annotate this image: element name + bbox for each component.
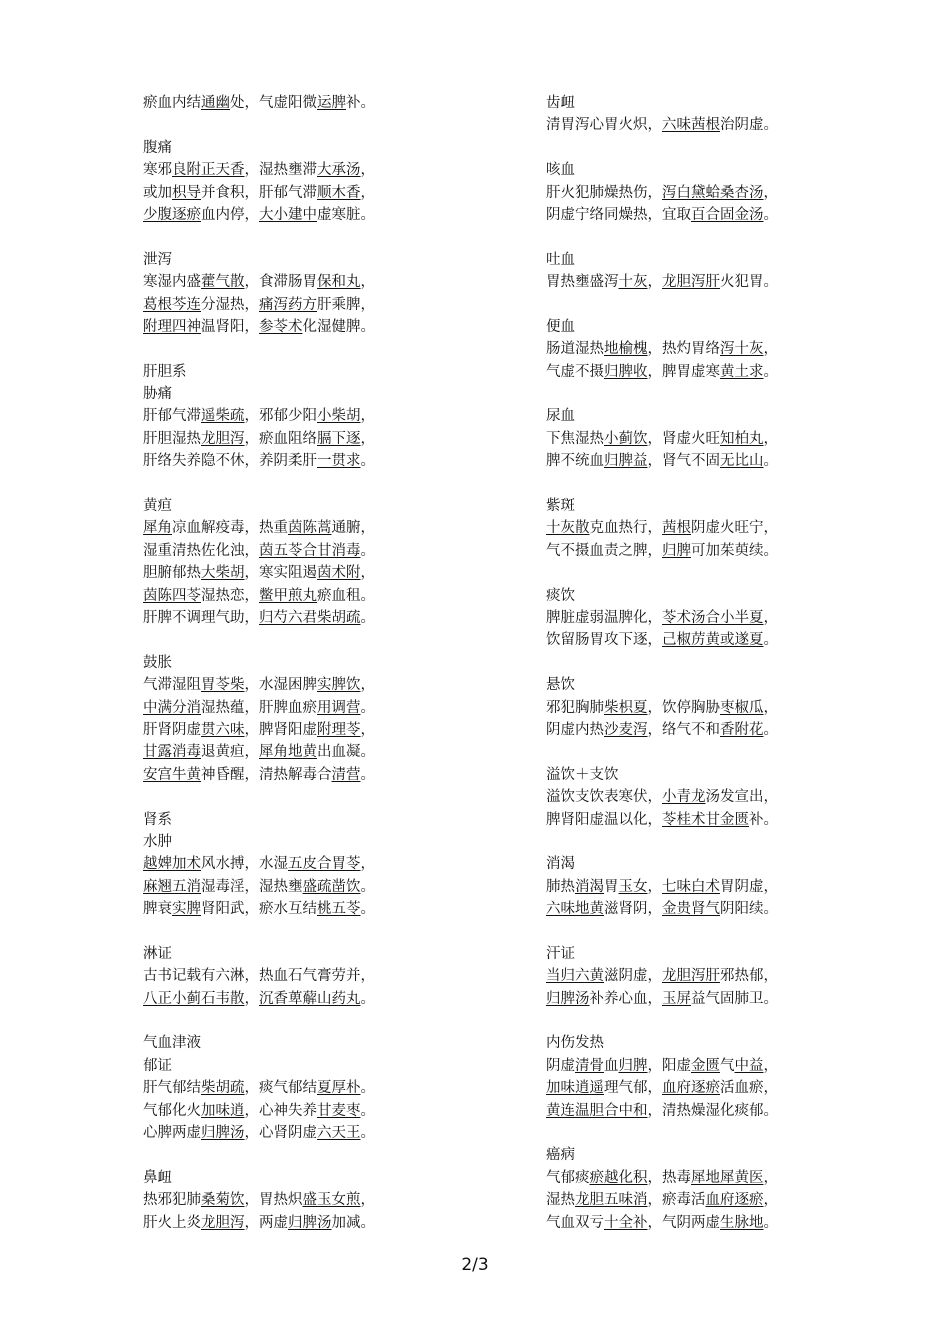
formula-name: 归脾汤 [546,990,590,1007]
verse-section [143,1032,483,1144]
formula-name: 金匮 [691,1057,720,1074]
formula-name: 桑菊饮 [201,1192,245,1209]
formula-name: 当归六黄 [546,968,604,985]
verse-line: 阴虚内热沙麦泻，络气不和香附花。 [546,721,778,738]
formula-name: 归脾 [618,1057,648,1074]
formula-name: 沙麦泻 [604,721,648,738]
verse-line: 肝火犯肺燥热伤，泻白黛蛤桑杏汤， [546,184,778,201]
formula-name: 血府逐瘀 [705,1192,764,1209]
formula-name: 桃五苓 [317,901,361,918]
verse-line: 寒湿内盛藿气散，食滞肠胃保和丸， [143,274,375,291]
formula-name: 加味逍 [201,1102,245,1119]
formula-name: 大承汤 [317,162,361,179]
verse-section [546,943,886,1010]
verse-line: 胃热壅盛泻十灰，龙胆泻肝火犯胃。 [546,274,778,291]
verse-line: 寒邪良附正天香，湿热壅滞大承汤， [143,162,375,179]
formula-name: 一贯求 [317,453,361,470]
verse-line: 八正小蓟石韦散，沉香萆薢山药丸。 [143,990,375,1007]
formula-name: 归脾汤 [288,1214,332,1231]
formula-name: 血府逐瘀 [662,1080,720,1097]
verse-section [546,1032,886,1122]
verse-section [546,316,886,383]
formula-name: 七味白术 [662,878,720,895]
verse-line: 归脾汤补养心血，玉屏益气固肺卫。 [546,990,778,1007]
formula-name: 茵陈四苓 [143,587,201,604]
formula-name: 龙胆泻 [201,1214,245,1231]
verse-section [143,809,483,921]
formula-name: 茵陈蒿 [288,520,332,537]
verse-line: 古书记载有六淋，热血石气膏劳并， [143,968,375,985]
formula-name: 玉女 [618,878,648,895]
verse-line: 气血双亏十全补，气阴两虚生脉地。 [546,1214,778,1231]
verse-section [143,943,483,1010]
formula-name: 无比山 [720,453,764,470]
formula-name: 五皮合胃苓 [288,856,361,873]
formula-name: 六味地黄 [546,901,604,918]
formula-name: 龙胆泻肝 [662,968,720,985]
verse-line: 肝脾不调理气助，归芍六君柴胡疏。 [143,609,375,626]
formula-name: 大柴胡 [201,565,245,582]
formula-name: 膈下逐 [317,430,361,447]
formula-name: 麻翘五消 [143,878,201,895]
formula-name: 通幽 [201,95,230,111]
formula-name: 瘀越化积 [589,1169,648,1186]
formula-name: 龙胆泻肝 [662,274,720,291]
verse-line: 或加枳导并食积，肝郁气滞顺木香， [143,184,375,201]
formula-name: 六味茜根 [662,117,720,134]
section-title: 胁痛 [143,386,172,403]
verse-line: 肝胆湿热龙胆泻，瘀血阻络膈下逐， [143,430,375,447]
verse-section [546,764,886,831]
formula-name: 葛根芩连 [143,296,201,313]
formula-name: 八正小蓟石韦散 [143,990,245,1007]
verse-line: 肠道湿热地榆槐，热灼胃络泻十灰， [546,341,778,358]
formula-name: 归脾益 [604,453,648,470]
verse-line: 邪犯胸肺柴枳夏，饮停胸胁枣椒瓜， [546,699,778,716]
verse-line: 清胃泻心胃火炽，六味茜根治阴虚。 [546,117,778,134]
formula-name: 附理苓 [317,721,361,738]
verse-line: 脾脏虚弱温脾化，苓术汤合小半夏， [546,609,778,626]
formula-name: 合甘消毒 [302,542,361,559]
verse-line: 下焦湿热小蓟饮，肾虚火旺知柏丸， [546,430,778,447]
formula-name: 犀角地黄 [259,744,317,761]
verse-line: 气虚不摄归脾收，脾胃虚寒黄土求。 [546,363,778,380]
formula-name: 苓术汤合小半夏 [662,609,764,626]
verse-line: 少腹逐瘀血内停，大小建中虚寒脏。 [143,206,375,223]
formula-name: 玉屏 [662,990,691,1007]
formula-name: 黄土求 [720,363,764,380]
verse-line: 黄连温胆合中和，清热燥湿化痰郁。 [546,1102,778,1119]
formula-name: 归脾汤 [201,1124,245,1141]
formula-name: 中满分消 [143,699,201,716]
formula-name: 附理四神 [143,318,201,335]
section-title: 咳血 [546,162,575,179]
formula-name: 甘露消毒 [143,744,201,761]
verse-section [143,137,483,227]
verse-line: 胆腑郁热大柴胡，寒实阻遏茵术附， [143,565,375,582]
verse-line: 麻翘五消湿毒淫，湿热壅盛疏凿饮。 [143,878,375,895]
verse-line: 气郁痰瘀越化积，热毒犀地犀黄医， [546,1169,778,1186]
section-title: 黄疸 [143,498,172,515]
formula-name: 柴胡疏 [201,1080,245,1097]
left-column [143,92,483,1256]
section-title: 癌病 [546,1147,575,1164]
section-title: 汗证 [546,945,575,962]
verse-line: 安宫牛黄神昏醒，清热解毒合清营。 [143,766,375,783]
formula-name: 参苓术 [259,318,303,335]
section-title: 鼻衄 [143,1169,172,1186]
verse-section [546,495,886,562]
verse-line: 肝肾阴虚贯六味，脾肾阳虚附理苓， [143,721,375,738]
formula-name: 柴枳夏 [604,699,648,716]
formula-name: 消渴 [575,878,604,895]
formula-name: 六天王 [317,1124,361,1141]
verse-section [143,92,483,114]
section-title: 淋证 [143,945,172,962]
verse-line: 热邪犯肺桑菊饮，胃热炽盛玉女煎， [143,1192,375,1209]
formula-name: 盛疏凿饮 [302,878,361,895]
section-title: 便血 [546,318,575,335]
section-title: 吐血 [546,251,575,268]
section-title: 悬饮 [546,677,575,694]
verse-section [546,853,886,920]
verse-section [546,585,886,652]
verse-line: 葛根芩连分湿热，痛泻药方肝乘脾， [143,296,375,313]
formula-name: 己椒苈黄或遂夏 [662,632,764,649]
verse-line: 肝火上炎龙胆泻，两虚归脾汤加减。 [143,1214,375,1231]
formula-name: 小蓟饮 [604,430,648,447]
formula-name: 安宫牛黄 [143,766,201,783]
verse-section [143,1167,483,1234]
formula-name: 十全补 [604,1214,648,1231]
formula-name: 用调营 [317,699,361,716]
formula-name: 藿气散 [201,274,245,291]
verse-line: 湿重清热佐化浊，茵五苓合甘消毒。 [143,542,375,559]
verse-line: 甘露消毒退黄疸，犀角地黄出血凝。 [143,744,375,761]
verse-section [143,652,483,786]
formula-name: 茵五苓 [259,542,303,559]
verse-section [546,1144,886,1234]
verse-line: 茵陈四苓湿热恋，鳖甲煎丸瘀血租。 [143,587,375,604]
section-title: 内伤发热 [546,1035,604,1052]
formula-name: 龙胆五味消 [575,1192,648,1209]
verse-section [546,405,886,472]
formula-name: 清骨 [575,1057,604,1074]
formula-name: 越婢加术 [143,856,201,873]
formula-name: 十灰散 [546,520,590,537]
verse-line: 中满分消湿热蕴，肝脾血瘀用调营。 [143,699,375,716]
verse-line: 当归六黄滋阴虚，龙胆泻肝邪热郁， [546,968,778,985]
verse-section [546,674,886,741]
formula-name: 沉香萆薢山药丸 [259,990,361,1007]
formula-name: 顺木香 [317,184,361,201]
verse-line: 十灰散克血热行，茜根阴虚火旺宁， [546,520,778,537]
verse-line: 心脾两虚归脾汤，心肾阴虚六天王。 [143,1124,375,1141]
formula-name: 正天香 [201,162,245,179]
formula-name: 小青龙 [662,789,706,806]
verse-section [546,249,886,294]
section-title: 消渴 [546,856,575,873]
formula-name: 泻十灰 [720,341,764,358]
formula-name: 归芍六君柴胡疏 [259,609,361,626]
verse-line: 附理四神温肾阳，参苓术化湿健脾。 [143,318,375,335]
verse-line: 饮留肠胃攻下逐，己椒苈黄或遂夏。 [546,632,778,649]
formula-name: 茵术附 [317,565,361,582]
verse-line: 阴虚宁络同燥热，宜取百合固金汤。 [546,206,778,223]
formula-name: 运脾 [317,95,346,111]
section-title: 鼓胀 [143,654,172,671]
formula-name: 鳖甲煎丸 [259,587,317,604]
section-title: 水肿 [143,833,172,850]
formula-name: 少腹逐瘀 [143,206,201,223]
formula-name: 胃苓柴 [201,677,245,694]
section-title: 痰饮 [546,587,575,604]
formula-name: 十灰 [618,274,648,291]
section-title: 郁证 [143,1057,172,1074]
verse-section [546,92,886,137]
formula-name: 痛泻药方 [259,296,317,313]
formula-name: 归脾收 [604,363,648,380]
verse-line: 加味逍遥理气郁，血府逐瘀活血瘀， [546,1080,778,1097]
formula-name: 盛玉女煎 [302,1192,361,1209]
verse-line: 肝郁气滞遥柴疏，邪郁少阳小柴胡， [143,408,375,425]
section-title: 紫斑 [546,498,575,515]
formula-name: 茜根 [662,520,691,537]
verse-section [143,495,483,629]
formula-name: 大小建中 [259,206,317,223]
formula-name: 生脉地 [720,1214,764,1231]
verse-line: 气不摄血责之脾，归脾可加茱萸续。 [546,542,778,559]
formula-name: 良附 [172,162,201,179]
section-title: 溢饮＋支饮 [546,766,619,783]
verse-section [546,159,886,226]
formula-name: 犀地犀黄医 [691,1169,764,1186]
verse-line: 瘀血内结通幽处，气虚阳微运脾补。 [143,95,375,111]
formula-name: 百合固金汤 [691,206,764,223]
verse-line: 脾不统血归脾益，肾气不固无比山。 [546,453,778,470]
section-title: 肾系 [143,811,172,828]
section-title: 齿衄 [546,95,575,111]
formula-name: 归脾 [662,542,691,559]
verse-line: 犀角凉血解疫毒，热重茵陈蒿通腑， [143,520,375,537]
verse-line: 肝络失养隐不休，养阴柔肝一贯求。 [143,453,375,470]
formula-name: 龙胆泻 [201,430,245,447]
verse-section [143,249,483,339]
formula-name: 苓桂术甘金匮 [662,811,749,828]
formula-name: 清营 [331,766,361,783]
verse-line: 越婢加术风水搏，水湿五皮合胃苓， [143,856,375,873]
formula-name: 地榆槐 [604,341,648,358]
formula-name: 贯六味 [201,721,245,738]
formula-name: 保和丸 [317,274,361,291]
page-number: 2/3 [461,1255,489,1275]
formula-name: 黄连温胆合中和 [546,1102,648,1119]
formula-name: 中益 [734,1057,764,1074]
verse-line: 脾衰实脾肾阳武，瘀水互结桃五苓。 [143,901,375,918]
verse-line: 阴虚清骨血归脾，阳虚金匮气中益， [546,1057,778,1074]
formula-name: 遥柴疏 [201,408,245,425]
verse-section [143,361,483,473]
formula-name: 实脾 [172,901,201,918]
formula-name: 枣椒瓜 [720,699,764,716]
formula-name: 犀角 [143,520,172,537]
formula-name: 枳导 [172,184,201,201]
verse-line: 脾肾阳虚温以化，苓桂术甘金匮补。 [546,811,778,828]
formula-name: 夏厚朴 [317,1080,361,1097]
verse-line: 湿热龙胆五味消，瘀毒活血府逐瘀， [546,1192,778,1209]
formula-name: 甘麦枣 [317,1102,361,1119]
verse-line: 气郁化火加味逍，心神失养甘麦枣。 [143,1102,375,1119]
verse-line: 六味地黄滋肾阴，金贵肾气阴阳续。 [546,901,778,918]
verse-line: 肝气郁结柴胡疏，痰气郁结夏厚朴。 [143,1080,375,1097]
section-title: 腹痛 [143,139,172,156]
formula-name: 知柏丸 [720,430,764,447]
section-title: 尿血 [546,408,575,425]
formula-name: 实脾饮 [317,677,361,694]
section-title: 肝胆系 [143,363,187,380]
formula-name: 小柴胡 [317,408,361,425]
verse-line: 肺热消渴胃玉女，七味白术胃阴虚， [546,878,778,895]
right-column [546,92,886,1256]
verse-line: 气滞湿阻胃苓柴，水湿困脾实脾饮， [143,677,375,694]
section-title: 气血津液 [143,1035,201,1052]
formula-name: 加味逍遥 [546,1080,604,1097]
verse-line: 溢饮支饮表寒伏，小青龙汤发宣出， [546,789,778,806]
section-title: 泄泻 [143,251,172,268]
formula-name: 泻白黛蛤桑杏汤 [662,184,764,201]
formula-name: 香附花 [720,721,764,738]
formula-name: 金贵肾气 [662,901,720,918]
